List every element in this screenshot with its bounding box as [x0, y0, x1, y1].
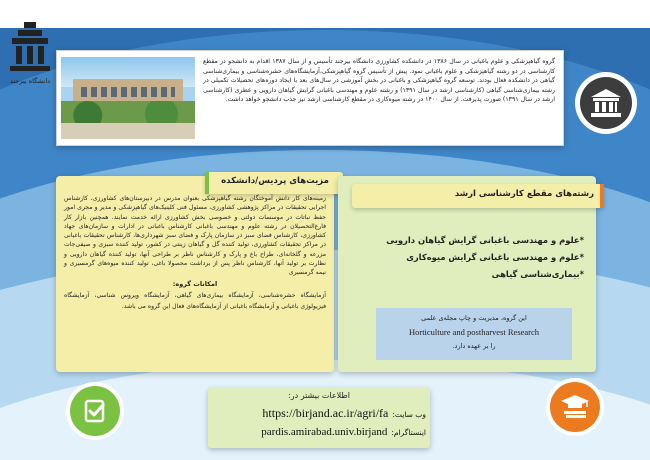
logo-caption: دانشگاه بیرجند: [9, 77, 51, 85]
advantages-body: [64, 194, 326, 312]
instagram-row: [212, 426, 426, 438]
website-label: وب سایت:: [392, 410, 426, 419]
instagram-handle[interactable]: pardis.amirabad.univ.birjand: [261, 426, 388, 438]
intro-text: گروه گیاهپزشکی و علوم باغبانی در سال ۱۳۸۶ در دانشکده کشاورزی دانشگاه بیرجند تأسیس و از سال ۱۳۸۷ اقدام به دانشجو در مقطع کارشناسی در دو رشته گیاهپزشکی و علوم باغبانی نمود. پیش از تأسیس گروه گیاهپزشکی،آزمایشگاه‌های حشره‌شناسی و بیماری‌شناسی گیاهی در دانشکده فعال بودند. توسعه گروه گیاهپزشکی و باغبانی در بخش آموزشی در سال‌های بعد با ایجاد دوره‌های تحصیلات تکمیلی در رشته بیماری‌شناسی گیاهی (کارشناسی ارشد در سال ۱۳۹۱) و رشته علوم و مهندسی باغبانی گرایش گیاهان دارویی و عطری (کارشناسی ارشد در سال ۱۳۹۱) صورت پذیرفت. از سال ۱۴۰۰ در رشته میوه‌کاری در مقطع کارشناسی ارشد نیز جذب دانشجو خواهد داشت.: [203, 58, 556, 104]
masters-item: *علوم و مهندسی باغبانی گرایش میوه‌کاری: [406, 252, 584, 262]
campus-photo: [61, 57, 195, 139]
photo-ground: [61, 123, 195, 139]
journal-box: [376, 308, 572, 360]
graduation-cap-books-icon: [559, 393, 591, 421]
website-url[interactable]: https://birjand.ac.ir/agri/fa: [262, 406, 389, 420]
contact-card: [208, 388, 430, 448]
top-white-band: [0, 0, 650, 28]
lab-title: امکانات گروه:: [172, 279, 218, 288]
journal-line-3: را بر عهده دارد.: [452, 342, 496, 350]
advantages-card: [56, 176, 334, 372]
checklist-icon-circle: [70, 386, 120, 436]
building-icon-circle: [580, 77, 632, 129]
masters-item: *بیماری‌شناسی گیاهی: [491, 269, 584, 279]
website-row: [212, 406, 426, 421]
contact-title: اطلاعات بیشتر در:: [288, 391, 350, 400]
masters-title: [352, 184, 604, 208]
journal-line-1: این گروه، مدیریت و چاپ مجله‌ی علمی: [421, 314, 527, 322]
photo-windows: [81, 87, 175, 97]
photo-trees: [61, 101, 195, 125]
university-emblem-icon: [8, 20, 52, 72]
masters-list: [346, 232, 584, 283]
university-logo: [8, 20, 52, 90]
instagram-label: اینستاگرام:: [391, 428, 426, 437]
lab-text: آزمایشگاه حشره‌شناسی، آزمایشگاه بیماری‌های گیاهی، آزمایشگاه ویروس شناسی، آزمایشگاه فیزیولوژی باغبانی و آزمایشگاه باغبانی از آزمایشگاه‌های فعال این گروه می باشد.: [64, 291, 326, 310]
intro-card: [56, 50, 564, 146]
advantages-text: زمینه‌های کار دانش آموختگان رشته گیاهپزشکی بعنوان مدرس در دبیرستان‌های کشاورزی، کارشناس اجرایی تحقیقات در مراکز پژوهشی کشاورزی، مسئول فنی کلینیک‌های گیاهپزشکی و مدیر و مجری امور حفظ نباتات در موسسات دولتی و خصوصی بخش کشاورزی ارائه خدمت نمایند. همچنین بازار کار فارغ‌التحصیلان در رشته علوم و مهندسی باغبانی کارشناس باغبانی در ادارات و سازمان‌های جهاد کشاورزی، کارشناس فضای سبز در سازمان پارک و فضای سبز شهرداری‌ها، کارشناس تحقیقات باغبانی در مراکز تحقیقات کشاورزی، تولید کننده گل و گیاهان زینتی در کشور، تولید کننده سبزی و صیفی‌جات مزرعه و گلخانه‌ای، طراح باغ و پارک و کارشناس ناظر بر طراحی آنها، تولید کننده گیاهان دارویی و نظارت بر تولید آنها، کارشناس ناظر پس از برداشت محصولا باغی، تولید کننده میوه‌های گرمسیری و نیمه گرمسیری: [64, 195, 326, 277]
advantages-title-text: مزیت‌های پردیس/دانشکده: [221, 176, 329, 186]
advantages-title-bar: [205, 172, 209, 194]
masters-item: *علوم و مهندسی باغبانی گرایش گیاهان دارویی: [386, 235, 584, 245]
checklist-icon: [81, 397, 109, 425]
journal-name: Horticulture and postharvest Research: [408, 327, 540, 337]
graduation-icon-circle: [550, 382, 600, 432]
masters-title-bar: [600, 184, 604, 208]
university-building-icon: [589, 88, 623, 118]
masters-title-text: رشته‌های مقطع کارشناسی ارشد: [454, 189, 594, 199]
advantages-title: [205, 172, 343, 194]
